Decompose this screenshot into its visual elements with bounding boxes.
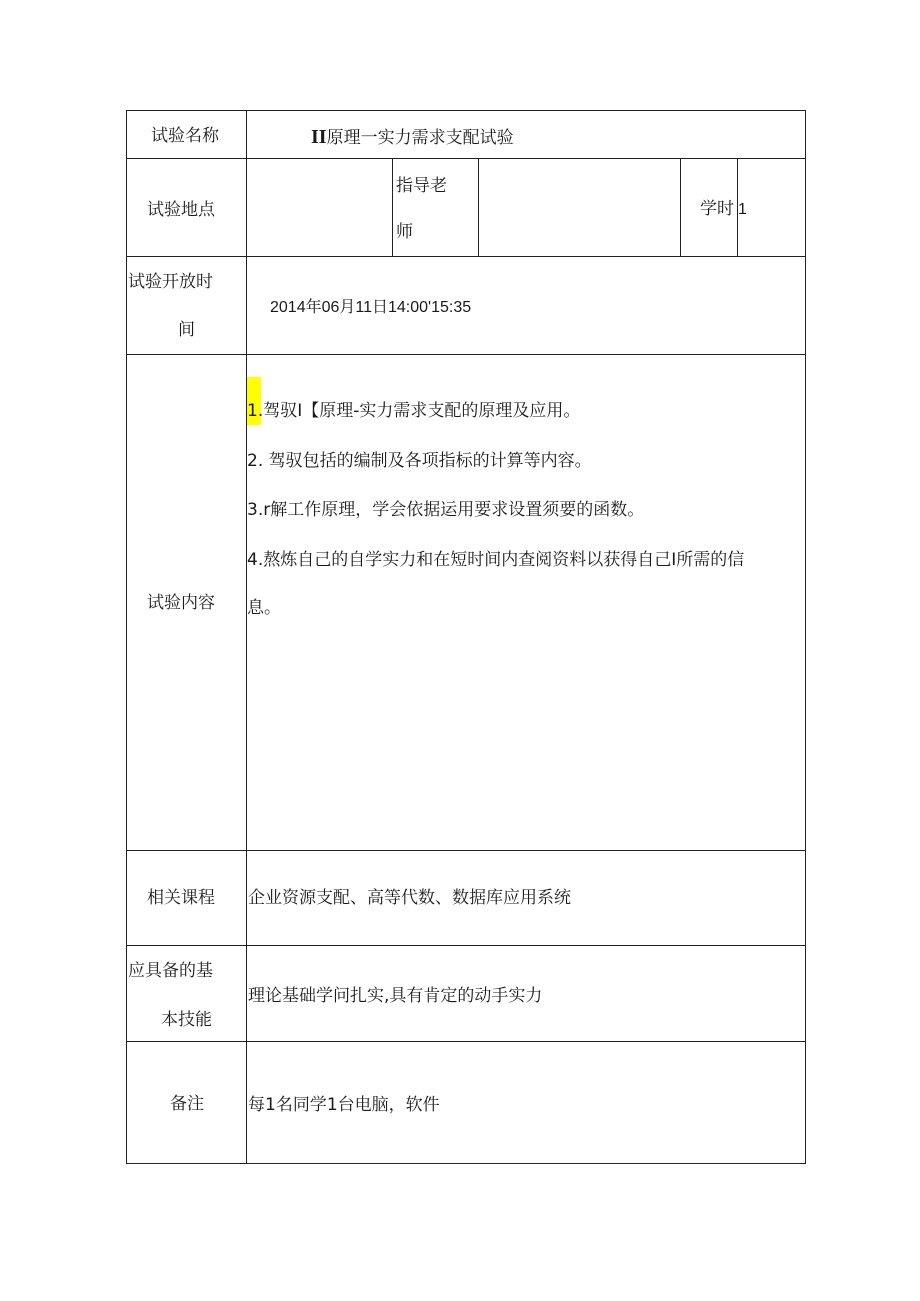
column-divider xyxy=(392,158,393,256)
remarks-label: 备注 xyxy=(170,1094,204,1114)
row-divider xyxy=(126,945,806,946)
content-item-2: 2. 驾驭包括的编制及各项指标的计算等内容。 xyxy=(247,451,592,471)
skills-label-line2: 本技能 xyxy=(161,1010,212,1030)
teacher-label-line2: 师 xyxy=(396,222,413,242)
courses-label: 相关课程 xyxy=(147,888,215,908)
hours-value: 1 xyxy=(738,201,747,218)
open-time-label-line2: 间 xyxy=(178,320,195,340)
skills-value: 理论基础学问扎实,具有肯定的动手实力 xyxy=(248,986,543,1006)
content-item-4-continued: 息。 xyxy=(247,598,281,618)
content-item-1: 1.驾驭I【原理-实力需求支配的原理及应用。 xyxy=(247,401,581,421)
content-label: 试验内容 xyxy=(147,593,215,613)
place-label: 试验地点 xyxy=(147,200,215,220)
row-divider xyxy=(126,256,806,257)
name-label: 试验名称 xyxy=(151,126,219,146)
hours-label: 学时 xyxy=(700,199,734,219)
row-divider xyxy=(126,1041,806,1042)
column-divider xyxy=(680,158,681,256)
teacher-label-line1: 指导老 xyxy=(396,176,447,196)
name-value: 原理一实力需求支配试验 xyxy=(326,128,514,148)
open-time-label-line1: 试验开放时 xyxy=(128,272,213,292)
skills-label-line1: 应具备的基 xyxy=(128,961,213,981)
courses-value: 企业资源支配、高等代数、数据库应用系统 xyxy=(248,888,571,908)
name-prefix: II xyxy=(311,126,327,148)
column-divider xyxy=(478,158,479,256)
content-item-3: 3.r解工作原理，学会依据运用要求设置须要的函数。 xyxy=(247,500,645,520)
remarks-value: 每1名同学1台电脑，软件 xyxy=(248,1095,440,1115)
row-divider xyxy=(126,158,806,159)
experiment-name xyxy=(311,127,514,148)
open-time-value: 2014年06月11日14:00'15:35 xyxy=(270,299,472,316)
row-divider xyxy=(126,850,806,851)
content-item-4: 4.熬炼自己的自学实力和在短时间内查阅资料以获得自己I所需的信 xyxy=(247,550,745,570)
row-divider xyxy=(126,354,806,355)
label-column-divider xyxy=(246,110,247,1164)
